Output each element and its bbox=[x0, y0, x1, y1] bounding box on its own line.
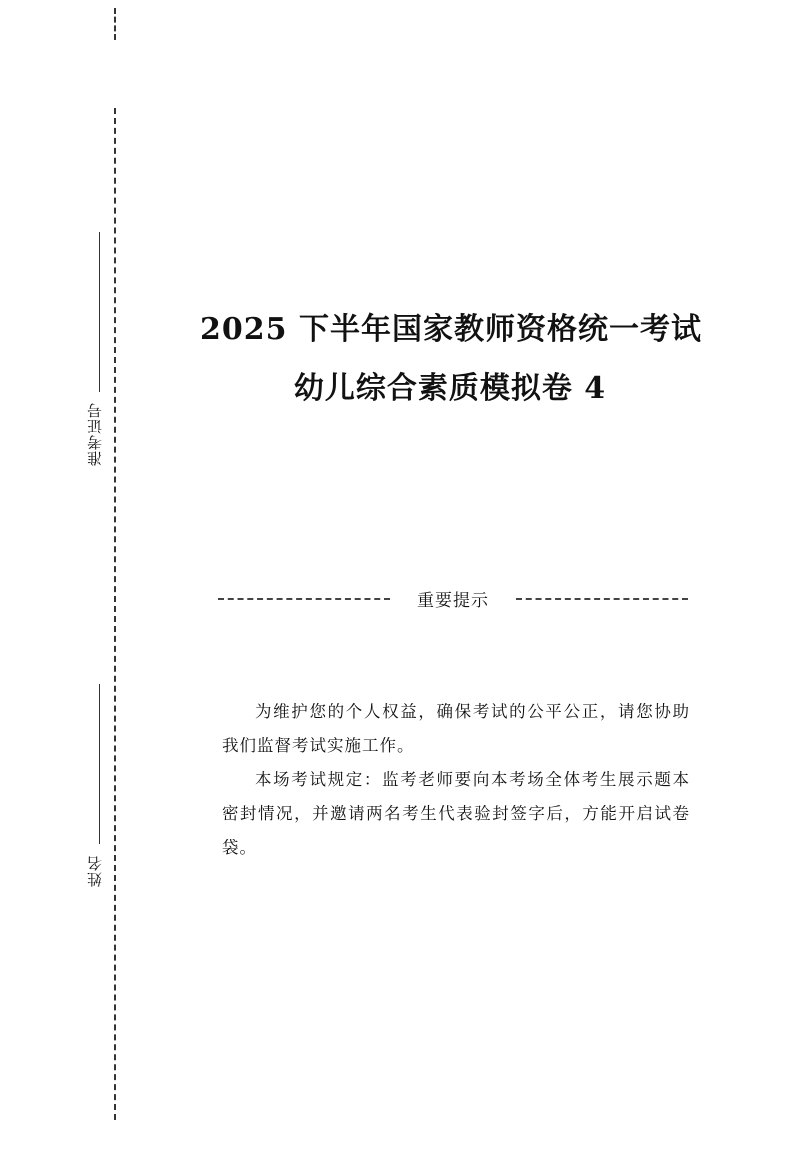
exam-id-underline bbox=[99, 232, 100, 392]
name-label: 姓名 bbox=[86, 855, 104, 888]
notice-heading bbox=[218, 586, 688, 611]
binding-dashed-line bbox=[114, 108, 116, 1120]
name-field bbox=[80, 684, 110, 894]
notice-left-dashes bbox=[218, 598, 390, 600]
notice-paragraph: 本场考试规定：监考老师要向本考场全体考生展示题本密封情况，并邀请两名考生代表验封签字后，方能开启试卷袋。 bbox=[222, 770, 690, 857]
notice-paragraph: 为维护您的个人权益，确保考试的公平公正，请您协助我们监督考试实施工作。 bbox=[222, 702, 690, 755]
binding-dashed-line-top bbox=[114, 8, 116, 40]
exam-id-label: 准考证号 bbox=[86, 402, 104, 467]
notice-heading-text: 重要提示 bbox=[417, 591, 489, 611]
exam-subtitle: 幼儿综合素质模拟卷 4 bbox=[293, 371, 607, 406]
exam-title: 2025 下半年国家教师资格统一考试 bbox=[200, 312, 702, 347]
exam-id-field bbox=[80, 232, 110, 472]
notice-right-dashes bbox=[516, 598, 688, 600]
name-underline bbox=[99, 684, 100, 844]
notice-body bbox=[222, 695, 690, 865]
